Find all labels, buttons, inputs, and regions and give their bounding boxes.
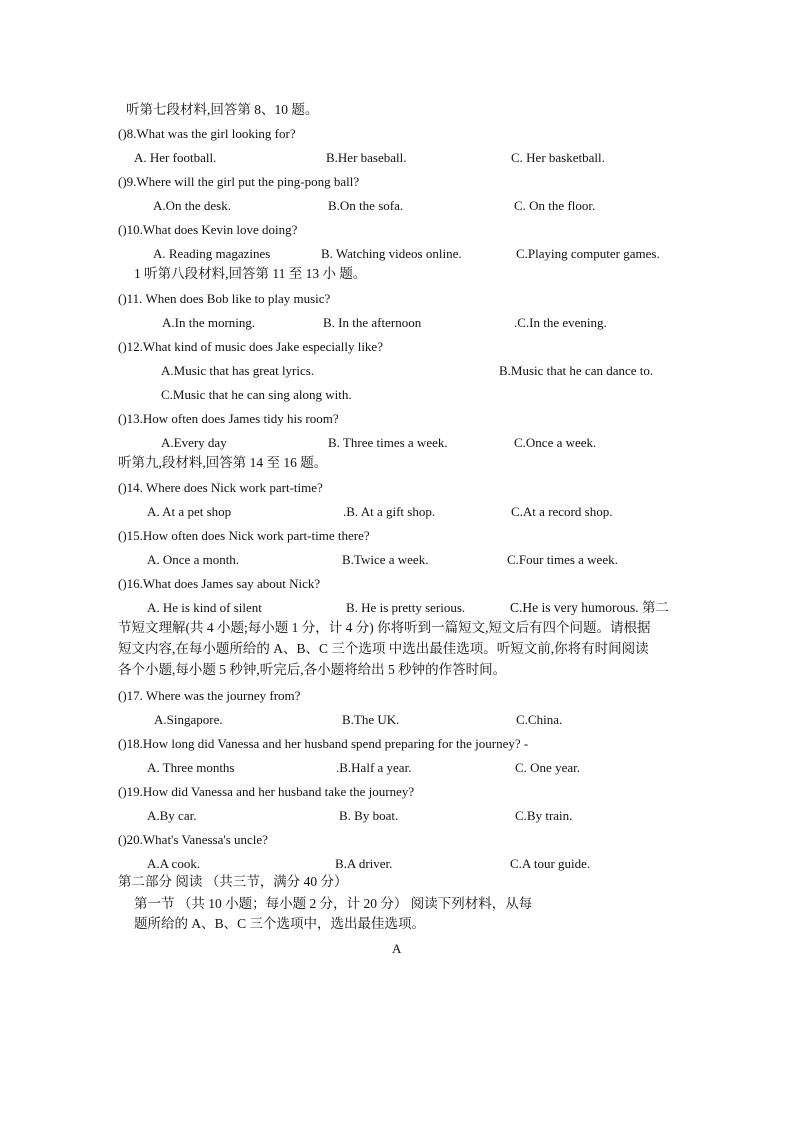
question-13: ()13.How often does James tidy his room? xyxy=(118,411,339,426)
option-8c: C. Her basketball. xyxy=(511,150,605,165)
option-12a: A.Music that has great lyrics. xyxy=(161,363,315,378)
option-17b: B.The UK. xyxy=(342,712,400,727)
option-15c: C.Four times a week. xyxy=(507,552,618,567)
option-19c: C.By train. xyxy=(515,808,573,823)
question-11: ()11. When does Bob like to play music? xyxy=(118,291,331,306)
question-10: ()10.What does Kevin love doing? xyxy=(118,222,298,237)
option-18c: C. One year. xyxy=(515,760,580,775)
option-9b: B.On the sofa. xyxy=(328,198,404,213)
option-20a: A.A cook. xyxy=(147,856,201,871)
option-8a: A. Her football. xyxy=(134,150,217,165)
section2-instructions-3: 各个小题,每小题 5 秒钟,听完后,各小题将给出 5 秒钟的作答时间。 xyxy=(118,662,507,677)
passage-a-label: A xyxy=(392,941,402,956)
option-15a: A. Once a month. xyxy=(147,552,240,567)
section2-instructions-2: 短文内容,在每小题所给的 A、B、C 三个选项 中选出最佳选项。听短文前,你将有时间阅读 xyxy=(118,641,649,656)
option-10b: B. Watching videos online. xyxy=(321,246,462,261)
section1-instructions-2: 题所给的 A、B、C 三个选项中，选出最佳选项。 xyxy=(134,916,426,931)
option-16b: B. He is pretty serious. xyxy=(346,600,466,615)
option-11a: A.In the morning. xyxy=(162,315,256,330)
section1-instructions-1: 第一节 （共 10 小题；每小题 2 分，计 20 分） 阅读下列材料，从每 xyxy=(134,896,533,911)
option-18a: A. Three months xyxy=(147,760,235,775)
option-10c: C.Playing computer games. xyxy=(516,246,660,261)
question-15: ()15.How often does Nick work part-time there? xyxy=(118,528,370,543)
option-8b: B.Her baseball. xyxy=(326,150,407,165)
option-16c: C.He is very humorous. 第二 xyxy=(510,600,669,615)
option-9c: C. On the floor. xyxy=(514,198,596,213)
question-12: ()12.What kind of music does Jake especially like? xyxy=(118,339,383,354)
question-14: ()14. Where does Nick work part-time? xyxy=(118,480,323,495)
listening-heading-8: 1 听第八段材料,回答第 11 至 13 小 题。 xyxy=(134,266,367,281)
part2-heading: 第二部分 阅读 （共三节，满分 40 分） xyxy=(118,874,348,889)
option-15b: B.Twice a week. xyxy=(342,552,429,567)
option-20b: B.A driver. xyxy=(335,856,393,871)
option-10a: A. Reading magazines xyxy=(153,246,271,261)
option-11c: .C.In the evening. xyxy=(514,315,607,330)
option-9a: A.On the desk. xyxy=(153,198,231,213)
option-20c: C.A tour guide. xyxy=(510,856,591,871)
option-14c: C.At a record shop. xyxy=(511,504,613,519)
listening-heading-9: 听第九,段材料,回答第 14 至 16 题。 xyxy=(118,455,328,470)
question-19: ()19.How did Vanessa and her husband take the journey? xyxy=(118,784,415,799)
section2-instructions-1: 节短文理解(共 4 小题;每小题 1 分，计 4 分) 你将听到一篇短文,短文后有四个问题。请根据 xyxy=(118,620,651,635)
option-18b: .B.Half a year. xyxy=(336,760,412,775)
listening-heading-7: 听第七段材料,回答第 8、10 题。 xyxy=(126,102,319,117)
option-13b: B. Three times a week. xyxy=(328,435,448,450)
option-13c: C.Once a week. xyxy=(514,435,597,450)
option-19a: A.By car. xyxy=(147,808,197,823)
question-20: ()20.What's Vanessa's uncle? xyxy=(118,832,268,847)
option-16a: A. He is kind of silent xyxy=(147,600,262,615)
question-9: ()9.Where will the girl put the ping-pong ball? xyxy=(118,174,360,189)
option-13a: A.Every day xyxy=(161,435,227,450)
option-19b: B. By boat. xyxy=(339,808,399,823)
option-11b: B. In the afternoon xyxy=(323,315,422,330)
option-14b: .B. At a gift shop. xyxy=(343,504,436,519)
option-17c: C.China. xyxy=(516,712,563,727)
question-8: ()8.What was the girl looking for? xyxy=(118,126,296,141)
question-17: ()17. Where was the journey from? xyxy=(118,688,301,703)
question-18: ()18.How long did Vanessa and her husband spend preparing for the journey? - xyxy=(118,736,529,751)
option-12c: C.Music that he can sing along with. xyxy=(161,387,352,402)
option-12b: B.Music that he can dance to. xyxy=(499,363,654,378)
question-16: ()16.What does James say about Nick? xyxy=(118,576,321,591)
option-17a: A.Singapore. xyxy=(154,712,223,727)
option-14a: A. At a pet shop xyxy=(147,504,232,519)
